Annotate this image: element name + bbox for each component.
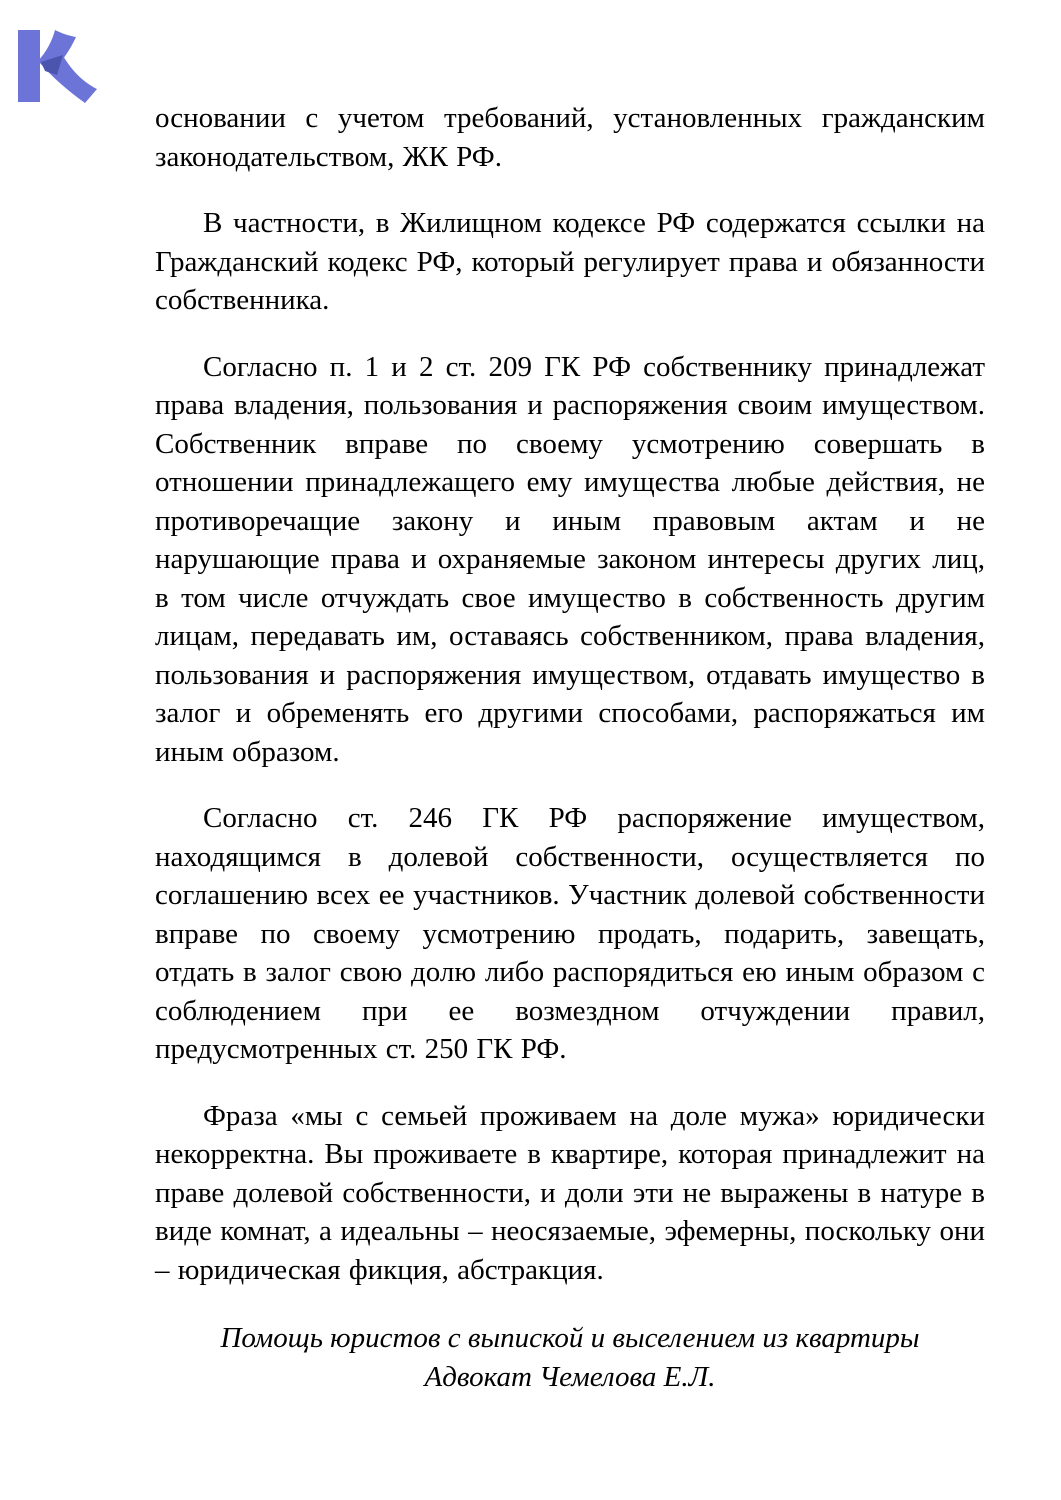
paragraph-article-246: Согласно ст. 246 ГК РФ распоряжение имуществом, находящимся в долевой собственности, осуществляется по соглашению всех ее участников. Участник долевой собственности вправе по своему усмотрению продать, подарить, завещать, отдать в залог свою долю либо распорядиться ею иным образом с соблюдением при ее возмездном отчуждении правил, предусмотренных ст. 250 ГК РФ. [155,802,985,1065]
k-letter-icon [18,28,98,104]
document-footer [155,1319,985,1397]
brand-logo-k-icon [18,28,98,104]
paragraph-phrase-comment: Фраза «мы с семьей проживаем на доле мужа» юридически некорректна. Вы проживаете в квартире, которая принадлежит на праве долевой собственности, и доли эти не выражены в натуре в виде комнат, а идеальны – неосязаемые, эфемерны, поскольку они – юридическая фикция, абстракция. [155,1099,985,1286]
document-body [155,99,985,1397]
footer-service-line: Помощь юристов с выпиской и выселением из квартиры [220,1322,920,1354]
footer-author-line: Адвокат Чемелова Е.Л. [424,1361,716,1393]
paragraph-article-209: Согласно п. 1 и 2 ст. 209 ГК РФ собственнику принадлежат права владения, пользования и распоряжения своим имуществом. Собственник вправе по своему усмотрению совершать в отношении принадлежащего ему имущества любые действия, не противоречащие закону и иным правовым актам и не нарушающие права и охраняемые законом интересы других лиц, в том числе отчуждать свое имущество в собственность другим лицам, передавать им, оставаясь собственником, права владения, пользования и распоряжения имуществом, отдавать имущество в залог и обременять его другими способами, распоряжаться им иным образом. [155,350,985,768]
paragraph-housing-code: В частности, в Жилищном кодексе РФ содержатся ссылки на Гражданский кодекс РФ, который регулирует права и обязанности собственника. [155,207,985,316]
paragraph-continuation: основании с учетом требований, установленных гражданским законодательством, ЖК РФ. [155,102,985,173]
